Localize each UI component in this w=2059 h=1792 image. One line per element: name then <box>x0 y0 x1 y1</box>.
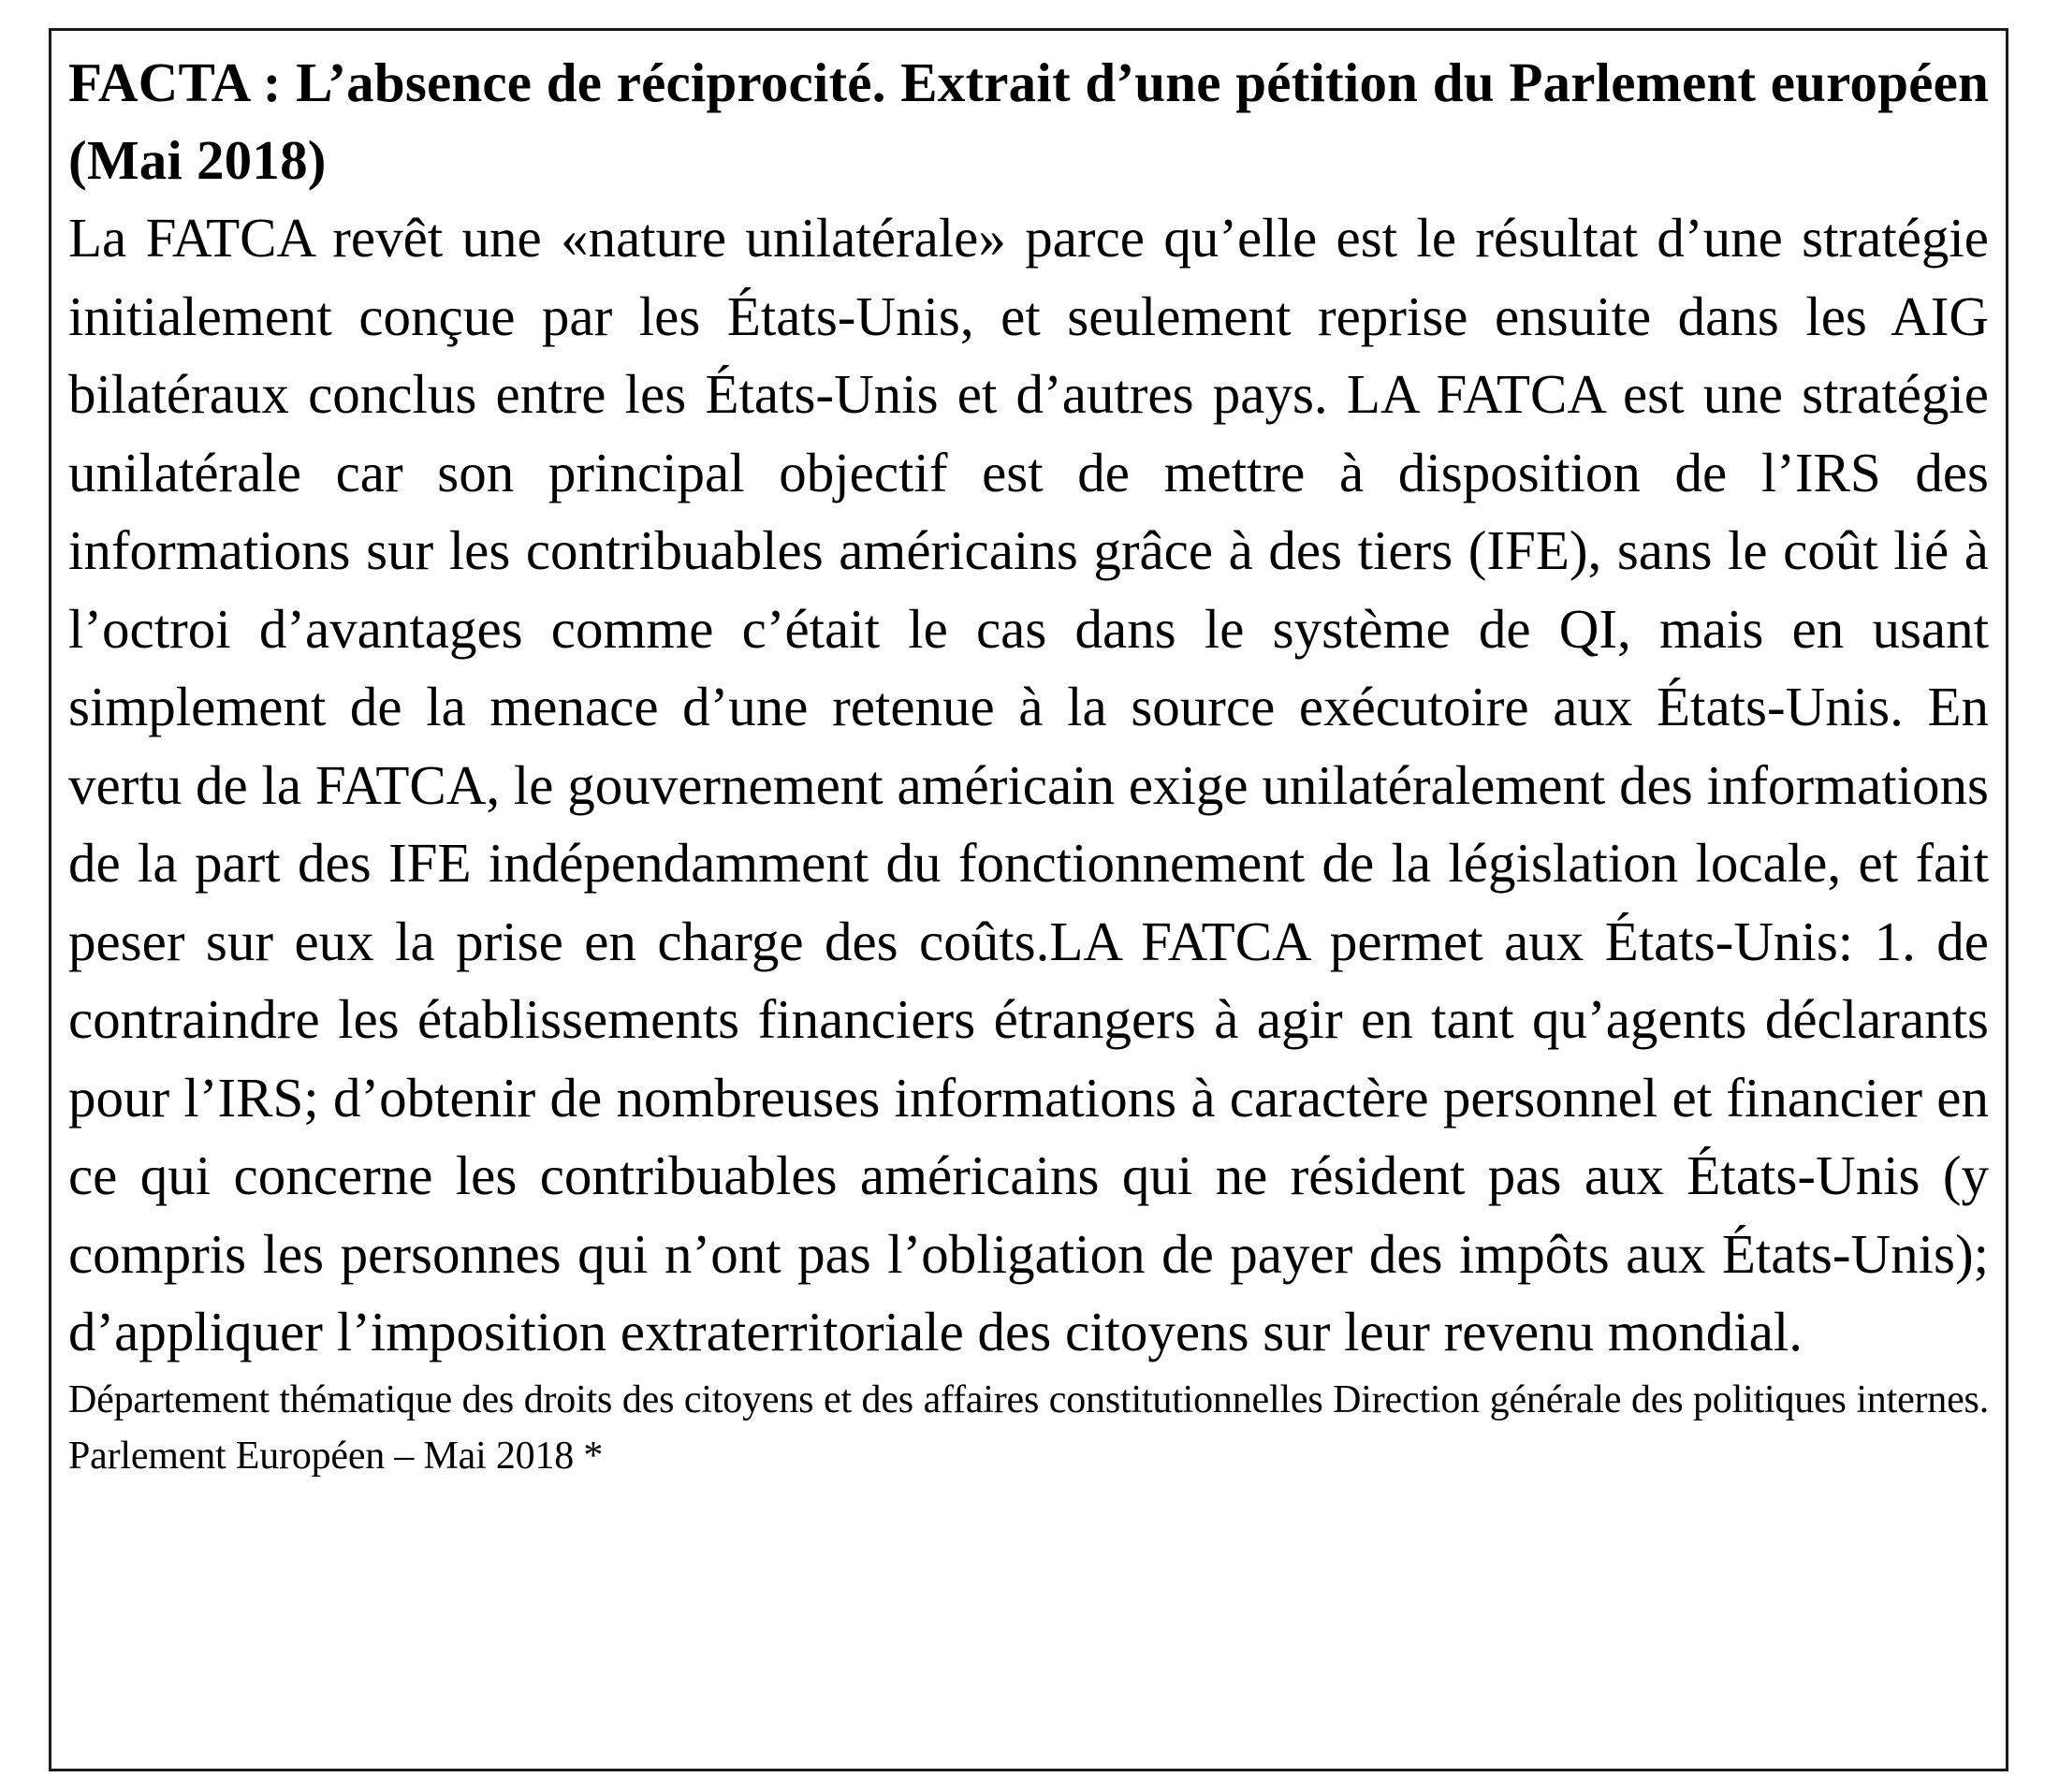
document-source: Département thématique des droits des citoyens et des affaires constitutionnelles Direction générale des politiques internes. Parlement Européen – Mai 2018 * <box>68 1377 1989 1478</box>
document-body: La FATCA revêt une «nature unilatérale» parce qu’elle est le résultat d’une stratégie initialement conçue par les États-Unis, et seulement reprise ensuite dans les AIG bilatéraux conclus entre les États-Unis et d’autres pays. LA FATCA est une stratégie unilatérale car son principal objectif est de mettre à disposition de l’IRS des informations sur les contribuables américains grâce à des tiers (IFE), sans le coût lié à l’octroi d’avantages comme c’était le cas dans le système de QI, mais en usant simplement de la menace d’une retenue à la source exécutoire aux États-Unis. En vertu de la FATCA, le gouvernement américain exige unilatéralement des informations de la part des IFE indépendamment du fonctionnement de la législation locale, et fait peser sur eux la prise en charge des coûts.LA FATCA permet aux États-Unis: 1. de contraindre les établissements financiers étrangers à agir en tant qu’agents déclarants pour l’IRS; d’obtenir de nombreuses informations à caractère personnel et financier en ce qui concerne les contribuables américains qui ne résident pas aux États-Unis (y compris les personnes qui n’ont pas l’obligation de payer des impôts aux États-Unis); d’appliquer l’imposition extraterritoriale des citoyens sur leur revenu mondial. <box>68 207 1989 1362</box>
document-box <box>49 28 2008 1771</box>
document-title: FACTA : L’absence de réciprocité. Extrait d’une pétition du Parlement européen (Mai 2018) <box>68 51 1989 191</box>
